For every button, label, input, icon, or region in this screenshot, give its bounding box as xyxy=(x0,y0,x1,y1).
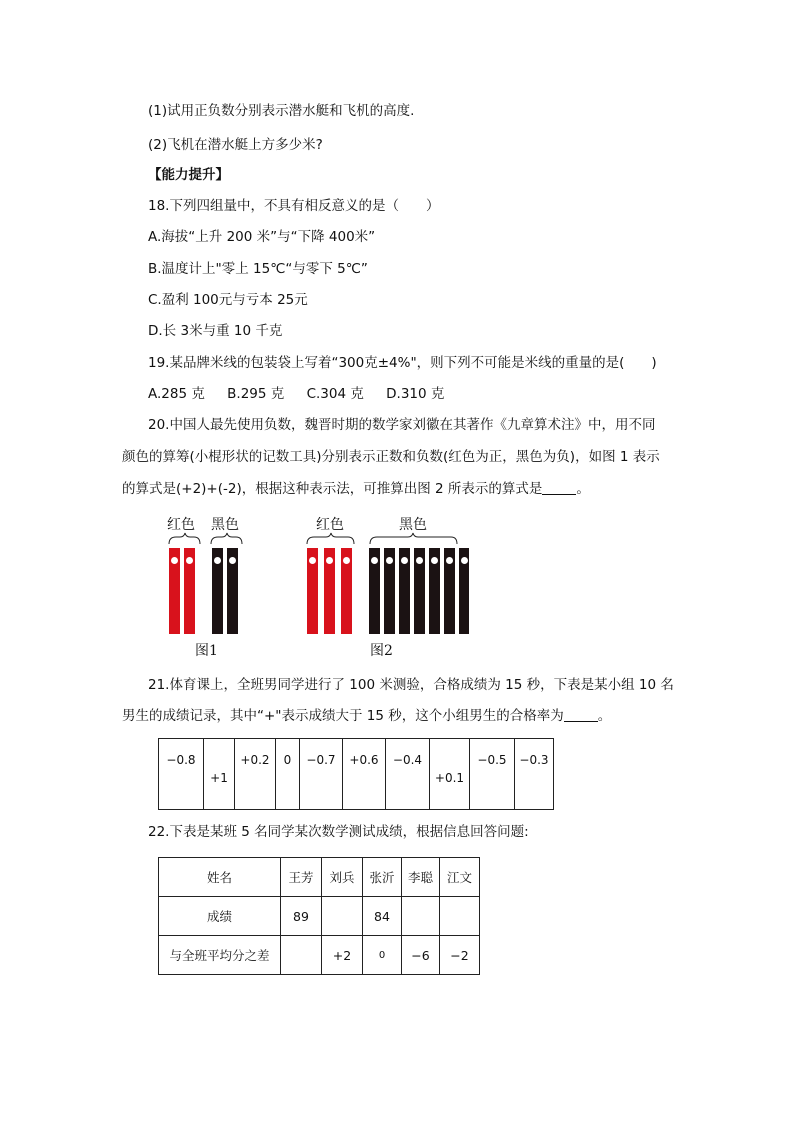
q21-line2 xyxy=(122,707,611,725)
q20-answer-blank[interactable] xyxy=(542,480,576,495)
q18-option-a: A.海拔“上升 200 米”与“下降 400米” xyxy=(148,229,376,245)
table-cell xyxy=(343,739,386,810)
table-cell: −2 xyxy=(440,936,480,975)
table-cell: 0 xyxy=(363,936,402,975)
table-cell: 89 xyxy=(281,897,322,936)
table-cell xyxy=(159,739,204,810)
fig2-black-rod xyxy=(384,548,395,634)
fig2-black-rod xyxy=(444,548,455,634)
table-cell: −6 xyxy=(402,936,440,975)
rod-hole xyxy=(401,557,408,564)
rod-hole xyxy=(326,557,333,564)
row-label: 与全班平均分之差 xyxy=(159,936,281,975)
cell-value: −0.7 xyxy=(306,753,336,767)
fig2-black-rod xyxy=(399,548,410,634)
rod-hole xyxy=(171,557,178,564)
q20-line3-text: 的算式是(+2)+(-2)，根据这种表示法，可推算出图 2 所表示的算式是 xyxy=(122,481,543,497)
cell-value: −0.8 xyxy=(166,753,196,767)
scores-table-21 xyxy=(158,738,554,810)
table-cell xyxy=(402,897,440,936)
fig2-red-rod xyxy=(324,548,335,634)
q20-line3 xyxy=(122,480,590,498)
cell-value: +0.6 xyxy=(349,753,379,767)
fig2-red-rod xyxy=(341,548,352,634)
q20-line3-end: 。 xyxy=(576,481,590,497)
header-cell: 李聪 xyxy=(402,858,440,897)
rod-hole xyxy=(343,557,350,564)
fig2-caption: 图2 xyxy=(370,643,393,659)
header-cell: 刘兵 xyxy=(322,858,363,897)
q21-line2-text: 男生的成绩记录，其中“+"表示成绩大于 15 秒，这个小组男生的合格率为 xyxy=(122,708,564,724)
fig2-black-rod xyxy=(429,548,440,634)
table-cell xyxy=(470,739,515,810)
table-cell: 84 xyxy=(363,897,402,936)
header-cell: 姓名 xyxy=(159,858,281,897)
fig2-black-brace xyxy=(370,533,457,544)
fig2-braces xyxy=(304,532,464,546)
scores-table-22 xyxy=(158,857,480,975)
q19-options xyxy=(148,385,462,403)
cell-value: +0.2 xyxy=(240,753,270,767)
table-header-row xyxy=(159,858,480,897)
fig1-red-rod xyxy=(184,548,195,634)
cell-value: 0 xyxy=(283,753,292,767)
rod-hole xyxy=(416,557,423,564)
table-cell xyxy=(322,897,363,936)
fig1-red-rod xyxy=(169,548,180,634)
fig1-black-rod xyxy=(212,548,223,634)
q20-line1: 20.中国人最先使用负数，魏晋时期的数学家刘徽在其著作《九章算术注》中，用不同 xyxy=(148,417,656,433)
fig1-red-brace xyxy=(169,533,200,544)
q18-option-d: D.长 3米与重 10 千克 xyxy=(148,323,283,339)
table-cell: +2 xyxy=(322,936,363,975)
row-label: 成绩 xyxy=(159,897,281,936)
fig2-black-label: 黑色 xyxy=(399,517,427,533)
fig1-black-brace xyxy=(211,533,242,544)
table-cell xyxy=(440,897,480,936)
table-row xyxy=(159,739,554,810)
rod-hole xyxy=(214,557,221,564)
fig2-black-rod xyxy=(369,548,380,634)
fig2-black-rod xyxy=(459,548,469,634)
q18-option-c: C.盈利 100元与亏本 25元 xyxy=(148,292,308,308)
fig1-braces xyxy=(166,532,250,546)
header-cell: 江文 xyxy=(440,858,480,897)
q18-option-b: B.温度计上"零上 15℃“与零下 5℃” xyxy=(148,261,368,277)
table-cell xyxy=(276,739,300,810)
fig2-red-label: 红色 xyxy=(316,517,344,533)
q19-option-a: A.285 克 xyxy=(148,386,205,402)
header-cell: 张沂 xyxy=(363,858,402,897)
rod-hole xyxy=(186,557,193,564)
table-cell xyxy=(300,739,343,810)
fig2-black-rod xyxy=(414,548,425,634)
cell-value: +1 xyxy=(210,771,228,785)
fig2-red-brace xyxy=(307,533,354,544)
q20-line2: 颜色的算筹(小棍形状的记数工具)分别表示正数和负数(红色为正，黑色为负)，如图 1 表示 xyxy=(122,449,660,465)
fig1-black-label: 黑色 xyxy=(211,517,239,533)
q21-answer-blank[interactable] xyxy=(564,707,598,722)
rod-hole xyxy=(431,557,438,564)
cell-value: −0.4 xyxy=(392,753,423,767)
rod-hole xyxy=(386,557,393,564)
q17-part2: (2)飞机在潜水艇上方多少米? xyxy=(148,137,323,153)
q21-line1: 21.体育课上，全班男同学进行了 100 米测验，合格成绩为 15 秒，下表是某小组 10 名 xyxy=(148,677,674,693)
cell-value: +0.1 xyxy=(434,771,465,785)
cell-value: −0.5 xyxy=(477,753,507,767)
table-cell xyxy=(204,739,235,810)
rod-hole xyxy=(229,557,236,564)
rod-hole xyxy=(446,557,453,564)
q19-option-d: D.310 克 xyxy=(386,386,445,402)
q19-stem: 19.某品牌米线的包装袋上写着“300克±4%"，则下列不可能是米线的重量的是( ) xyxy=(148,355,657,371)
q19-option-b: B.295 克 xyxy=(227,386,285,402)
fig1-caption: 图1 xyxy=(195,643,218,659)
table-cell xyxy=(515,739,554,810)
header-cell: 王芳 xyxy=(281,858,322,897)
rod-hole xyxy=(309,557,316,564)
rod-hole xyxy=(371,557,378,564)
fig2-red-rod xyxy=(307,548,318,634)
table-row xyxy=(159,897,480,936)
q19-option-c: C.304 克 xyxy=(306,386,364,402)
table-cell xyxy=(281,936,322,975)
table-cell xyxy=(386,739,430,810)
section-heading: 【能力提升】 xyxy=(148,167,229,183)
q18-stem: 18.下列四组量中，不具有相反意义的是（ ） xyxy=(148,198,440,214)
fig1-red-label: 红色 xyxy=(167,517,195,533)
q22-stem: 22.下表是某班 5 名同学某次数学测试成绩，根据信息回答问题: xyxy=(148,824,529,840)
q17-part1: (1)试用正负数分别表示潜水艇和飞机的高度. xyxy=(148,103,415,119)
table-row xyxy=(159,936,480,975)
fig1-black-rod xyxy=(227,548,238,634)
cell-value: −0.3 xyxy=(519,753,549,767)
rod-hole xyxy=(461,557,468,564)
table-cell xyxy=(235,739,276,810)
q21-line2-end: 。 xyxy=(597,708,612,724)
table-cell xyxy=(430,739,470,810)
